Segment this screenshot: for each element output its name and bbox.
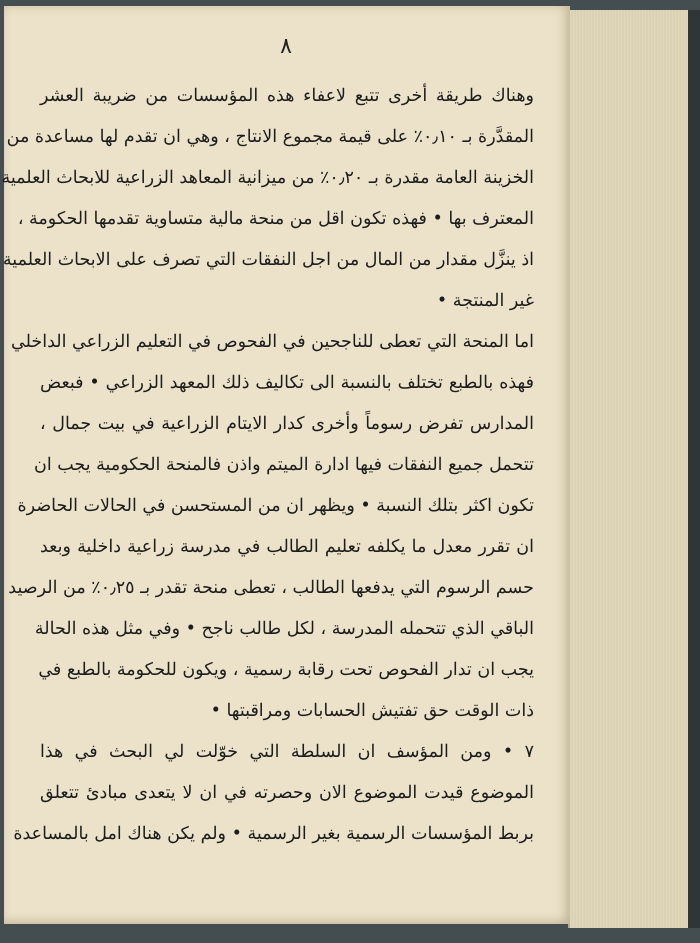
text-line: تكون اكثر بتلك النسبة • ويظهر ان من المستحسن في الحالات الحاضرة — [17, 496, 534, 516]
text-line: فهذه بالطبع تختلف بالنسبة الى تكاليف ذلك المعهد الزراعي • فبعض — [40, 373, 534, 393]
text-line: الخزينة العامة مقدرة بـ ٠٫٢٠٪ من ميزانية المعاهد الزراعية للابحاث العلمية — [1, 168, 534, 188]
book-edge-shadow — [688, 10, 700, 928]
text-line: تتحمل جميع النفقات فيها ادارة الميتم واذن فالمنحة الحكومية يجب ان — [33, 455, 534, 475]
text-line: الموضوع قيدت الموضوع الان وحصرته في ان لا يتعدى مبادئ تتعلق — [40, 783, 534, 803]
text-line: ٧ • ومن المؤسف ان السلطة التي خوّلت لي البحث في هذا — [40, 742, 534, 762]
paragraph-2 — [8, 322, 534, 732]
text-line: اذ ينزَّل مقدار من المال من اجل النفقات التي تصرف على الابحاث العلمية — [2, 250, 534, 270]
text-line: المقدَّرة بـ ٠٫١٠٪ على قيمة مجموع الانتاج ، وهي ان تقدم لها مساعدة من — [6, 127, 534, 147]
page-text — [1, 76, 534, 855]
book-page-edges — [568, 10, 690, 928]
text-line: يجب ان تدار الفحوص تحت رقابة رسمية ، ويكون للحكومة بالطبع في — [38, 660, 534, 680]
page-number: ٨ — [280, 34, 292, 59]
text-line: المعترف بها • فهذه تكون اقل من منحة مالية متساوية تقدمها الحكومة ، — [17, 209, 534, 229]
text-line: اما المنحة التي تعطى للناجحين في الفحوص في التعليم الزراعي الداخلي — [11, 332, 534, 352]
text-line: ذات الوقت حق تفتيش الحسابات ومراقبتها • — [210, 701, 534, 721]
paragraph-3 — [13, 732, 534, 855]
paragraph-1 — [1, 76, 534, 322]
book-page — [1, 6, 570, 924]
text-line: المدارس تفرض رسوماً وأخرى كدار الايتام الزراعية في بيت جمال ، — [40, 414, 534, 434]
text-line: الباقي الذي تتحمله المدرسة ، لكل طالب ناجح • وفي مثل هذه الحالة — [34, 619, 534, 639]
text-line: حسم الرسوم التي يدفعها الطالب ، تعطى منحة تقدر بـ ٠٫٢٥٪ من الرصيد — [8, 578, 534, 598]
text-line: بربط المؤسسات الرسمية بغير الرسمية • ولم يكن هناك امل بالمساعدة — [13, 824, 534, 844]
text-line: غير المنتجة • — [436, 291, 534, 311]
text-line: ان تقرر معدل ما يكلفه تعليم الطالب في مدرسة زراعية داخلية وبعد — [40, 537, 534, 557]
text-line: وهناك طريقة أخرى تتبع لاعفاء هذه المؤسسات من ضريبة العشر — [40, 86, 534, 106]
